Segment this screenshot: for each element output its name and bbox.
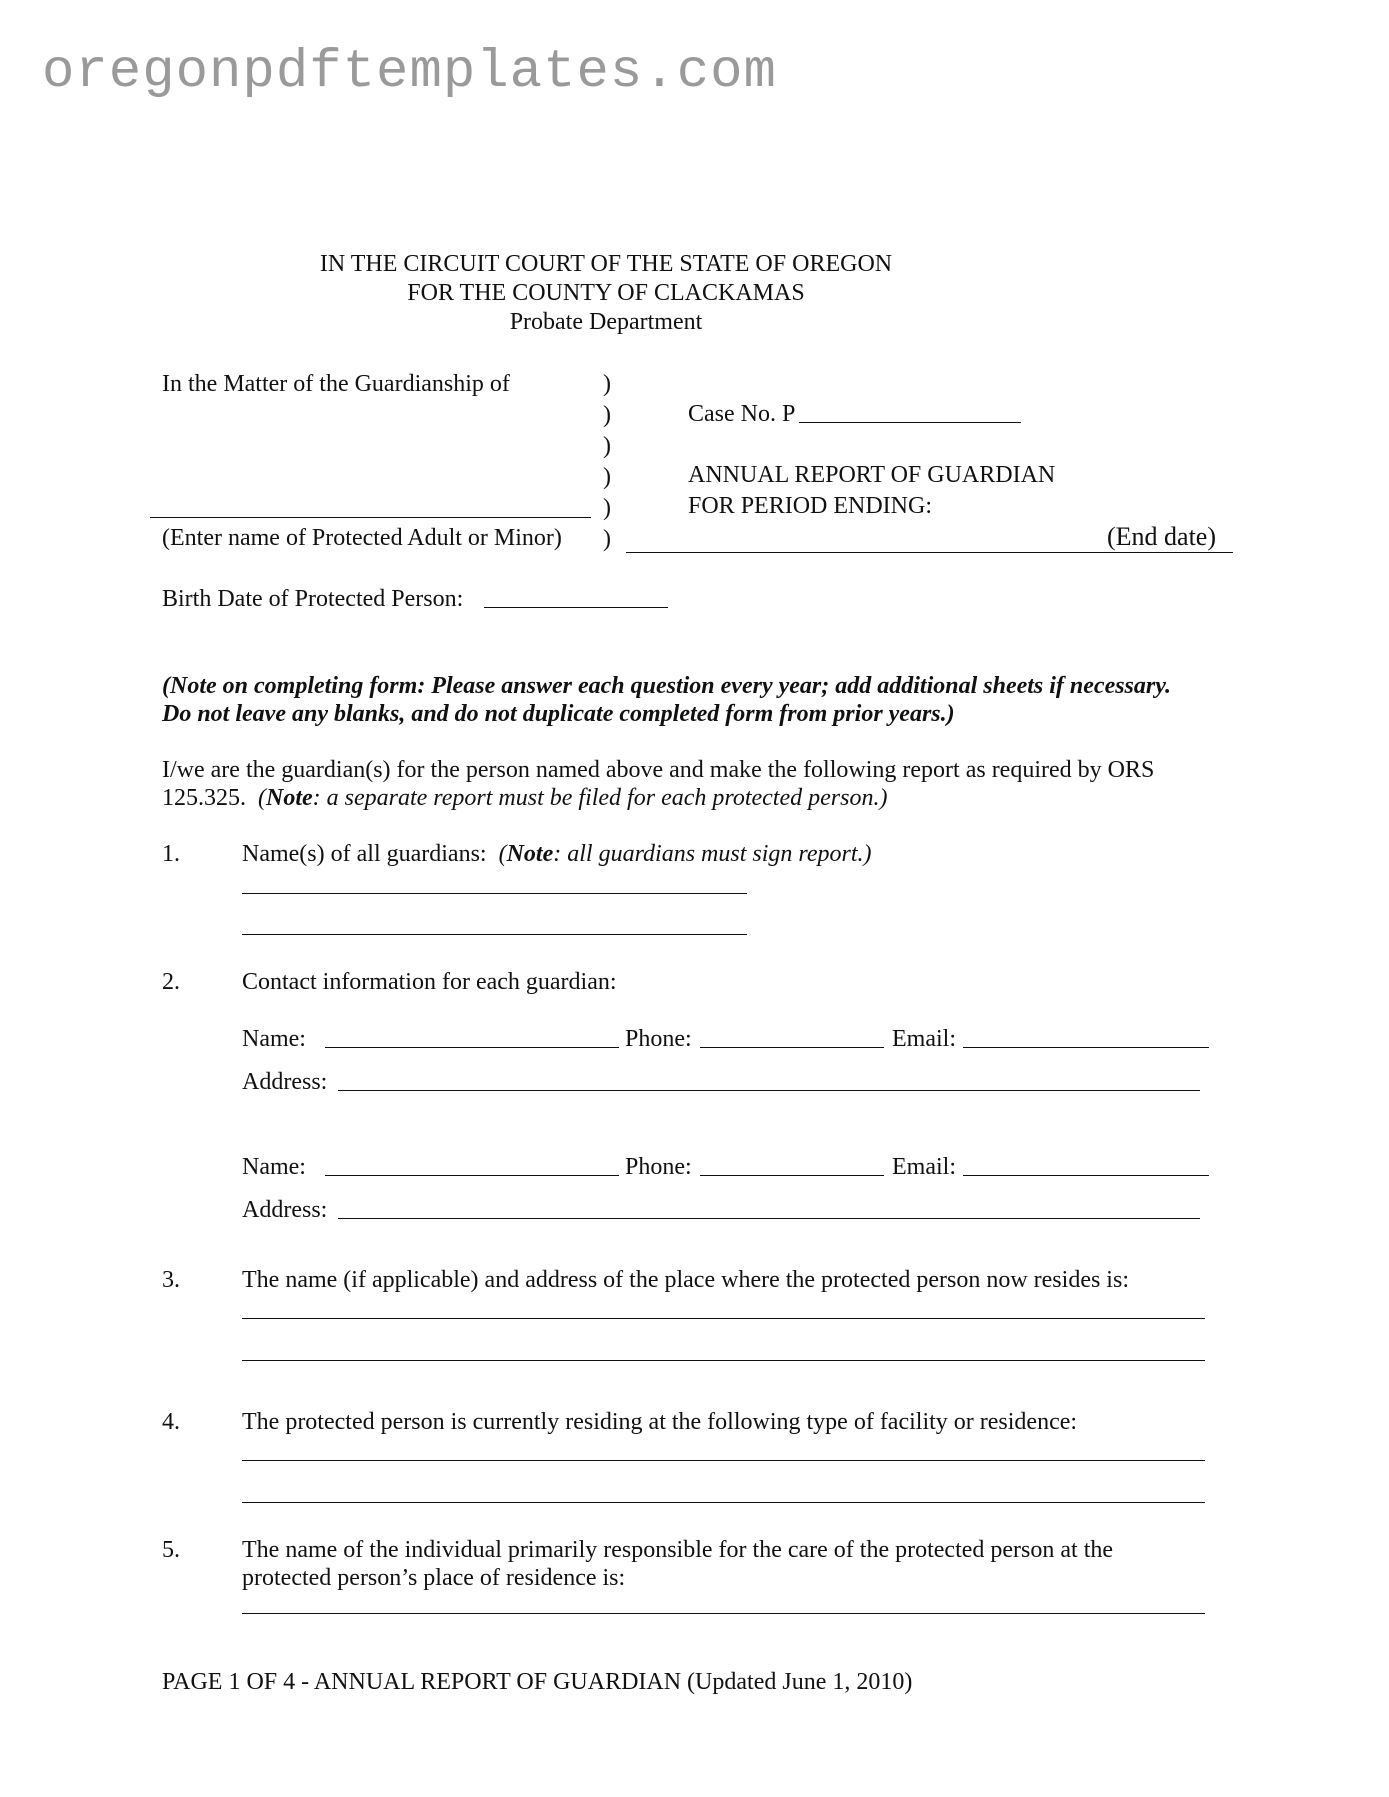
county-heading: FOR THE COUNTY OF CLACKAMAS xyxy=(407,280,805,306)
guardian-1-name-label: Name: xyxy=(242,1026,306,1052)
caption-paren: ) xyxy=(603,495,611,521)
residence-answer-line-2[interactable] xyxy=(242,1360,1205,1361)
watermark-text: oregonpdftemplates.com xyxy=(42,42,777,103)
guardian-1-email-label: Email: xyxy=(892,1026,956,1052)
protected-name-hint: (Enter name of Protected Adult or Minor) xyxy=(162,525,562,551)
guardian-2-email-label: Email: xyxy=(892,1154,956,1180)
question-2-number: 2. xyxy=(162,969,180,995)
guardian-1-address-label: Address: xyxy=(242,1069,328,1095)
department-heading: Probate Department xyxy=(509,309,703,335)
facility-answer-line-1[interactable] xyxy=(242,1460,1205,1461)
guardian-2-phone-field[interactable] xyxy=(700,1175,884,1176)
guardian-2-name-label: Name: xyxy=(242,1154,306,1180)
caption-paren: ) xyxy=(603,371,611,397)
intro-note-text: : a separate report must be filed for each protected person.) xyxy=(312,785,888,811)
guardian-1-email-field[interactable] xyxy=(963,1047,1209,1048)
case-number-label: Case No. P xyxy=(688,401,796,427)
question-1-label: Name(s) of all guardians: xyxy=(242,841,487,867)
protected-person-name-line[interactable] xyxy=(150,517,591,518)
question-1-text xyxy=(242,840,871,868)
birth-date-line[interactable] xyxy=(484,607,668,608)
period-end-date-line[interactable] xyxy=(626,552,1233,553)
question-5-text-line-1: The name of the individual primarily responsible for the care of the protected person at the xyxy=(242,1537,1114,1563)
intro-line-2 xyxy=(162,784,887,812)
question-5-text-line-2: protected person’s place of residence is: xyxy=(242,1565,626,1591)
guardian-2-email-field[interactable] xyxy=(963,1175,1209,1176)
intro-line-1: I/we are the guardian(s) for the person named above and make the following report as required by ORS xyxy=(162,757,1155,783)
question-1-note-bold: Note xyxy=(506,841,554,867)
birth-date-label: Birth Date of Protected Person: xyxy=(162,586,464,612)
guardian-1-name-field[interactable] xyxy=(325,1047,619,1048)
guardian-name-line-1[interactable] xyxy=(242,893,747,894)
case-number-line[interactable] xyxy=(799,422,1021,423)
caption-paren: ) xyxy=(603,402,611,428)
matter-label: In the Matter of the Guardianship of xyxy=(162,371,510,397)
facility-answer-line-2[interactable] xyxy=(242,1502,1205,1503)
question-3-text: The name (if applicable) and address of the place where the protected person now resides is: xyxy=(242,1267,1129,1293)
end-date-hint: (End date) xyxy=(1107,522,1217,551)
question-1-note-open: ( xyxy=(498,841,507,867)
guardian-2-address-label: Address: xyxy=(242,1197,328,1223)
question-3-number: 3. xyxy=(162,1267,180,1293)
report-title-line-2: FOR PERIOD ENDING: xyxy=(688,493,933,519)
form-note-line-2: Do not leave any blanks, and do not duplicate completed form from prior years.) xyxy=(162,701,955,727)
guardian-1-phone-field[interactable] xyxy=(700,1047,884,1048)
guardian-1-address-field[interactable] xyxy=(338,1090,1200,1091)
guardian-name-line-2[interactable] xyxy=(242,934,747,935)
residence-answer-line-1[interactable] xyxy=(242,1318,1205,1319)
question-1-note-text: : all guardians must sign report.) xyxy=(553,841,872,867)
intro-note-open: ( xyxy=(258,785,266,811)
court-heading: IN THE CIRCUIT COURT OF THE STATE OF OREGON xyxy=(319,251,893,277)
caption-paren: ) xyxy=(603,464,611,490)
form-note-line-1: (Note on completing form: Please answer each question every year; add additional sheets if necessary. xyxy=(162,673,1171,699)
question-2-text: Contact information for each guardian: xyxy=(242,969,617,995)
question-4-text: The protected person is currently residing at the following type of facility or residence: xyxy=(242,1409,1078,1435)
question-5-number: 5. xyxy=(162,1537,180,1563)
report-title-line-1: ANNUAL REPORT OF GUARDIAN xyxy=(688,462,1056,488)
caption-paren: ) xyxy=(603,526,611,552)
page-footer: PAGE 1 OF 4 - ANNUAL REPORT OF GUARDIAN (Updated June 1, 2010) xyxy=(162,1669,913,1695)
guardian-1-phone-label: Phone: xyxy=(625,1026,692,1052)
caregiver-answer-line[interactable] xyxy=(242,1613,1205,1614)
intro-note-bold: Note xyxy=(266,785,313,811)
guardian-2-phone-label: Phone: xyxy=(625,1154,692,1180)
caption-paren: ) xyxy=(603,433,611,459)
intro-ors-ref: 125.325. xyxy=(162,785,246,811)
question-1-number: 1. xyxy=(162,841,180,867)
guardian-2-address-field[interactable] xyxy=(338,1218,1200,1219)
question-4-number: 4. xyxy=(162,1409,180,1435)
guardian-2-name-field[interactable] xyxy=(325,1175,619,1176)
